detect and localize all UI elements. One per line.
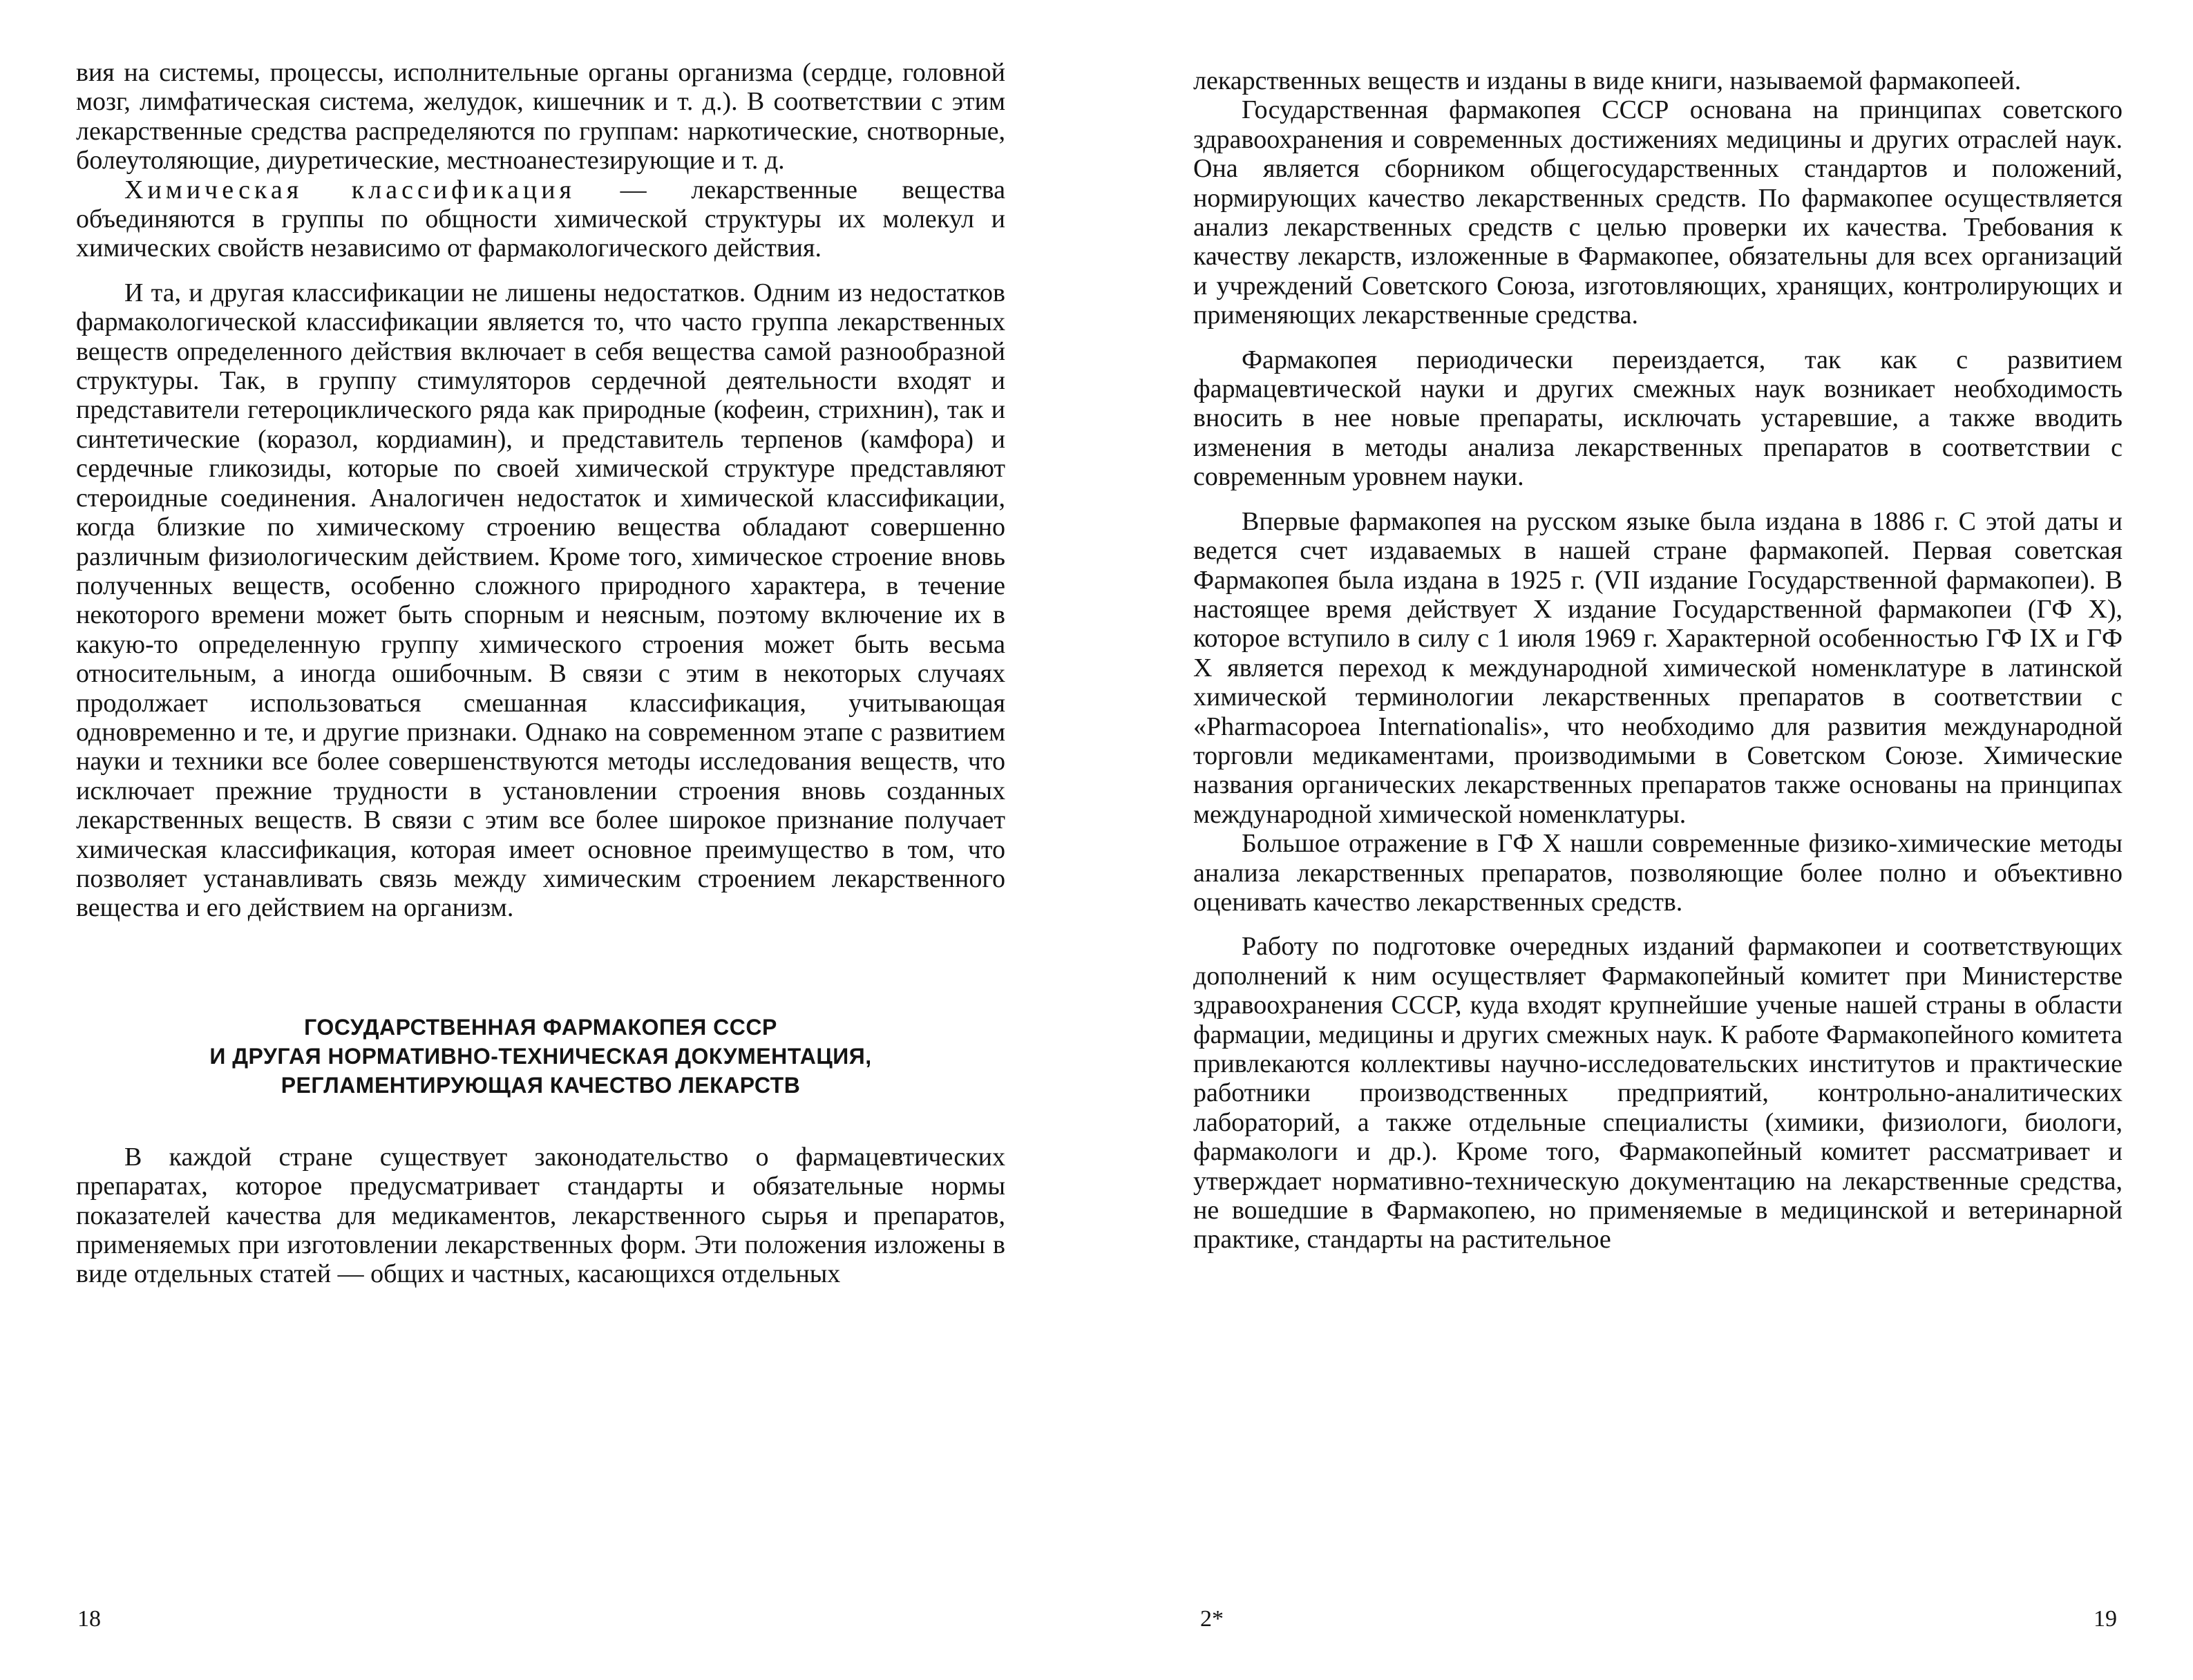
- page-number: 19: [2094, 1606, 2117, 1632]
- paragraph: вия на системы, процессы, исполнительные органы организма (сердце, головной мозг, лимфатическая система, желудок, кишечник и т. д.). В соответствии с этим лекарственные средства распределяются по группам: наркотические, снотворные, болеутоляющие, диуретические, местноанестезирующие и т. д.: [76, 58, 1005, 175]
- paragraph: В каждой стране существует законодательство о фармацевтических препаратах, которое предусматривает стандарты и обязательные нормы показателей качества для медикаментов, лекарственного сырья и препаратов, применяемых при изготовлении лекарственных форм. Эти положения изложены в виде отдельных статей — общих и частных, касающихся отдельных: [76, 1142, 1005, 1289]
- heading-line: И ДРУГАЯ НОРМАТИВНО-ТЕХНИЧЕСКАЯ ДОКУМЕНТАЦИЯ,: [209, 1043, 872, 1069]
- paragraph: Впервые фармакопея на русском языке была издана в 1886 г. С этой даты и ведется счет издаваемых в нашей стране фармакопей. Первая советская Фармакопея была издана в 1925 г. (VII издание Государственной фармакопеи). В настоящее время действует X издание Государственной фармакопеи (ГФ X), которое вступило в силу с 1 июля 1969 г. Характерной особенностью ГФ IX и ГФ X является переход к международной химической номенклатуре в латинской химической терминологии лекарственных препаратов в соответствии с «Pharmacopoea Internationalis», что необходимо для развития международной торговли медикаментами, производимыми в Советском Союзе. Химические названия органических лекарственных препаратов также основаны на принципах международной химической номенклатуры.: [1193, 506, 2123, 829]
- section-heading: [76, 1013, 1005, 1100]
- left-page: [0, 0, 1096, 1680]
- paragraph: И та, и другая классификации не лишены недостатков. Одним из недостатков фармакологической классификации является то, что часто группа лекарственных веществ определенного действия включает в себя вещества самой разнообразной структуры. Так, в группу стимуляторов сердечной деятельности входят и представители гетероциклического ряда как природные (кофеин, стрихнин), так и синтетические (коразол, кордиамин), и представитель терпенов (камфора) и сердечные гликозиды, которые по своей химической структуре представляют стероидные соединения. Аналогичен недостаток и химической классификации, когда близкие по химическому строению вещества обладают совершенно различным физиологическим действием. Кроме того, химическое строение вновь полученных веществ, особенно сложного природного характера, в течение некоторого времени может быть спорным и неясным, поэтому включение их в какую-то определенную группу химического строения может быть весьма относительным, а иногда ошибочным. В связи с этим в некоторых случаях продолжает использоваться смешанная классификация, учитывающая одновременно и те, и другие признаки. Однако на современном этапе с развитием науки и техники все более совершенствуются методы исследования веществ, что исключает прежние трудности в установлении строения вновь созданных лекарственных веществ. В связи с этим все более широкое признание получает химическая классификация, которая имеет основное преимущество в том, что позволяет устанавливать связь между химическим строением лекарственного вещества и его действием на организм.: [76, 278, 1005, 923]
- heading-line: РЕГЛАМЕНТИРУЮЩАЯ КАЧЕСТВО ЛЕКАРСТВ: [281, 1072, 801, 1098]
- paragraph: Большое отражение в ГФ X нашли современные физико-химические методы анализа лекарственных препаратов, позволяющие более полно и объективно оценивать качество лекарственных средств.: [1193, 829, 2123, 917]
- paragraph-chemical-classification: [76, 175, 1005, 263]
- paragraph: Фармакопея периодически переиздается, так как с развитием фармацевтической науки и других смежных наук возникает необходимость вносить в нее новые препараты, исключать устаревшие, а также вводить изменения в методы анализа лекарственных препаратов в соответствии с современным уровнем науки.: [1193, 345, 2123, 492]
- term-chemical-classification: Химическая классификация: [124, 175, 576, 204]
- heading-line: ГОСУДАРСТВЕННАЯ ФАРМАКОПЕЯ СССР: [304, 1014, 777, 1040]
- page-number: 18: [77, 1606, 101, 1632]
- paragraph: Государственная фармакопея СССР основана на принципах советского здравоохранения и современных достижениях медицины и других отраслей наук. Она является сборником общегосударственных стандартов и положений, нормирующих качество лекарственных средств. По фармакопее осуществляется анализ лекарственных средств с целью проверки их качества. Требования к качеству лекарств, изложенные в Фармакопее, обязательны для всех организаций и учреждений Советского Союза, изготовляющих, хранящих, контролирующих и применяющих лекарственные средства.: [1193, 95, 2123, 330]
- paragraph: Работу по подготовке очередных изданий фармакопеи и соответствующих дополнений к ним осуществляет Фармакопейный комитет при Министерстве здравоохранения СССР, куда входят крупнейшие ученые нашей страны в области фармации, медицины и других смежных наук. К работе Фармакопейного комитета привлекаются коллективы научно-исследовательских институтов и практические работники производственных предприятий, контрольно-аналитических лабораторий, а также отдельные специалисты (химики, физиологи, биологи, фармакологи и др.). Кроме того, Фармакопейный комитет рассматривает и утверждает нормативно-техническую документацию на лекарственные средства, не вошедшие в Фармакопею, но применяемые в медицинской и ветеринарной практике, стандарты на растительное: [1193, 932, 2123, 1254]
- right-text-column: [1193, 66, 2123, 1254]
- right-page: [1096, 0, 2193, 1680]
- left-text-column: [76, 58, 1005, 1289]
- signature-mark: 2*: [1200, 1606, 1224, 1632]
- paragraph: лекарственных веществ и изданы в виде книги, называемой фармакопеей.: [1193, 66, 2022, 95]
- chemical-classification-text: — лекарственные вещества объединяются в группы по общности химической структуры их молекул и химических свойств независимо от фармакологического действия.: [76, 175, 1005, 263]
